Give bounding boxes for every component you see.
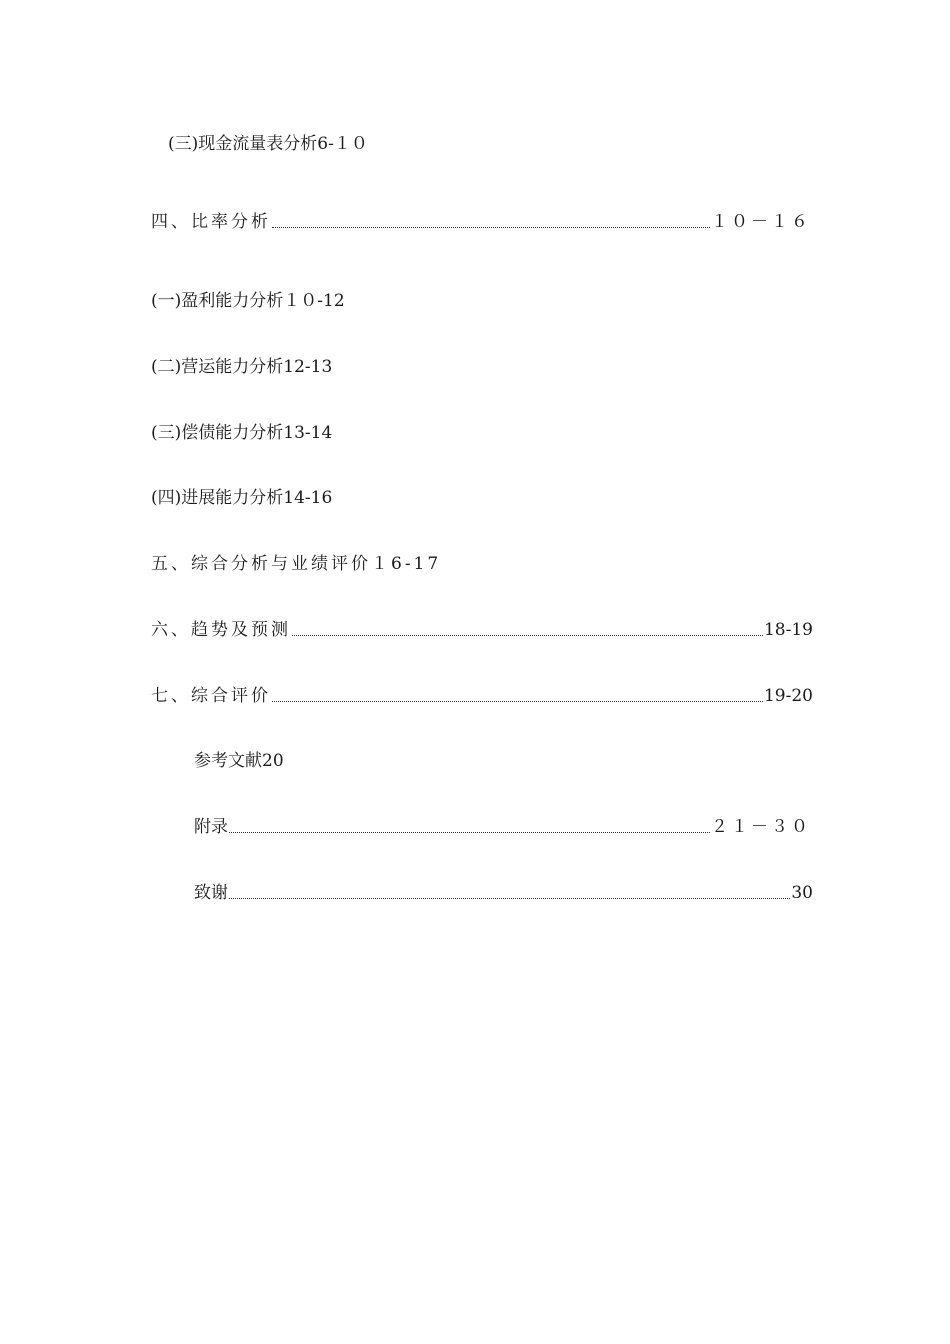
dot-leader	[229, 898, 790, 899]
toc-entry-title: (四)进展能力分析14-16	[151, 488, 333, 508]
toc-entry-title: (二)营运能力分析12-13	[151, 357, 333, 377]
toc-entry-references	[194, 750, 284, 772]
toc-entry-development	[151, 487, 332, 509]
toc-entry-title: 致谢	[194, 883, 228, 903]
toc-entry-title: (三)现金流量表分析6-１０	[168, 134, 368, 154]
toc-entry-page: 30	[791, 883, 813, 903]
toc-entry-title: 参考文献20	[194, 751, 284, 771]
toc-entry-title: 四、比率分析	[151, 212, 271, 232]
dot-leader	[272, 227, 710, 228]
dot-leader	[272, 701, 763, 702]
toc-entry-ratio-analysis	[151, 211, 811, 233]
dot-leader	[229, 832, 710, 833]
toc-entry-solvency	[151, 422, 332, 444]
toc-entry-comprehensive-analysis	[151, 553, 441, 575]
dot-leader	[292, 635, 763, 636]
toc-entry-title: (一)盈利能力分析１０-12	[151, 291, 345, 311]
toc-entry-page: １０－１６	[711, 212, 811, 232]
toc-entry-title: 六、趋势及预测	[151, 620, 291, 640]
toc-entry-appendix	[194, 816, 811, 838]
toc-entry-cash-flow-analysis	[168, 133, 368, 155]
toc-entry-page: 19-20	[763, 686, 813, 706]
toc-entry-comprehensive-evaluation	[151, 685, 813, 707]
toc-entry-title: 附录	[194, 817, 228, 837]
toc-entry-title: (三)偿债能力分析13-14	[151, 423, 333, 443]
toc-entry-page: ２１－３０	[711, 817, 811, 837]
toc-entry-page: 18-19	[763, 620, 813, 640]
toc-entry-title: 七、综合评价	[151, 686, 271, 706]
toc-entry-operating-capacity	[151, 356, 332, 378]
toc-entry-title: 五、综合分析与业绩评价１6-17	[151, 554, 442, 574]
toc-entry-trend-forecast	[151, 619, 813, 641]
toc-entry-acknowledgements	[194, 882, 813, 904]
toc-entry-profitability	[151, 290, 345, 312]
